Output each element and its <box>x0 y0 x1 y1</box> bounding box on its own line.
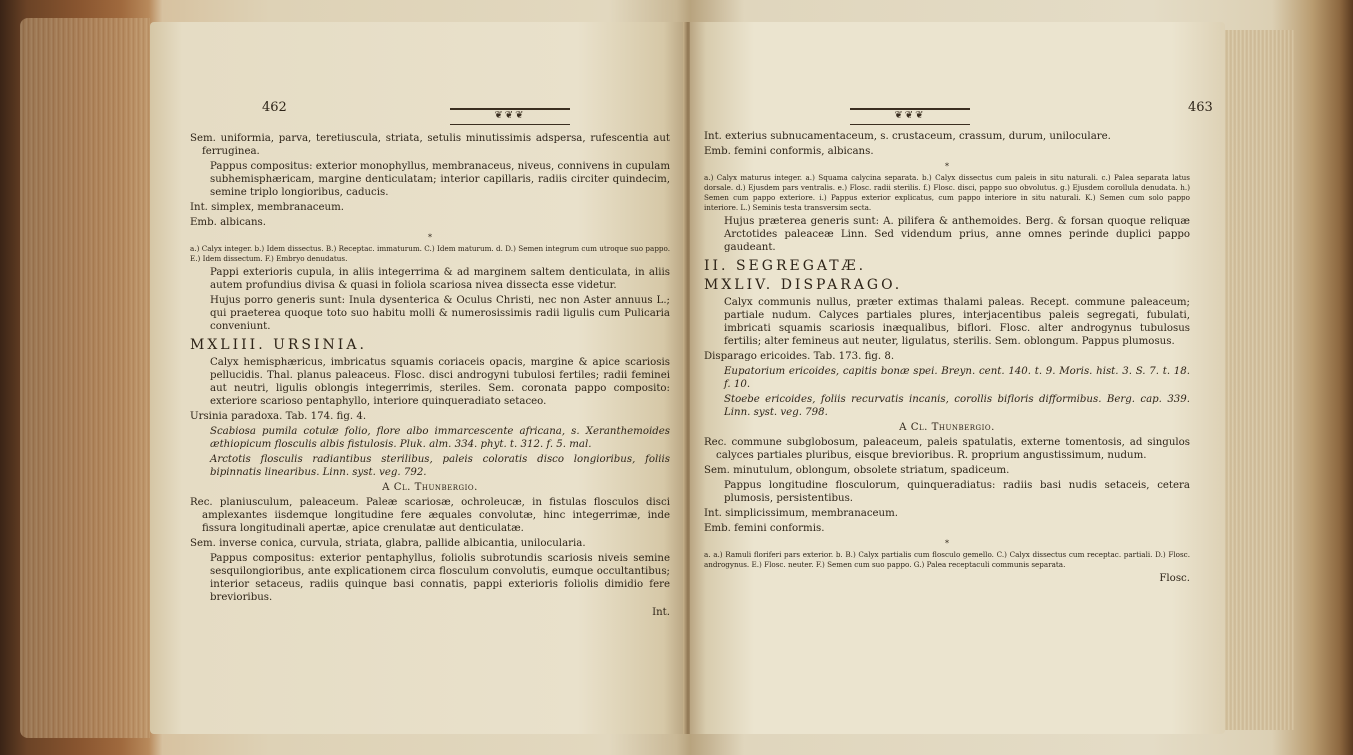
paragraph: Pappi exterioris cupula, in aliis integerrima & ad marginem saltem denticulata, in aliis autem profundius divisa & quasi in foliola scariosa nivea dissecta esse videtur. <box>210 267 670 291</box>
synonym: Eupatorium ericoides, capitis bonæ spei. Breyn. cent. 140. t. 9. Moris. hist. 3. S. 7. t. 18. f. 10. <box>724 366 1190 390</box>
paragraph: Int. simplicissimum, membranaceum. <box>704 508 899 519</box>
paragraph: Sem. minutulum, oblongum, obsolete striatum, spadiceum. <box>704 465 1010 476</box>
collector: A Cl. Thunbergio. <box>382 482 478 493</box>
section-heading: II. SEGREGATÆ. <box>704 258 867 274</box>
synonym: Arctotis flosculis radiantibus sterilibus, paleis coloratis disco longioribus, foliis bipinnatis linearibus. Linn. syst. veg. 792. <box>210 454 670 478</box>
page-number-right: 463 <box>1188 100 1213 115</box>
page-number-left: 462 <box>262 100 287 115</box>
paragraph: Rec. commune subglobosum, paleaceum, paleis spatulatis, externe tomentosis, ad singulos calyces partiales pluribus, eisque brevioribus. R. proprium angustissimum, nudum. <box>704 437 1190 461</box>
right-page <box>690 22 1225 734</box>
paragraph: Sem. inverse conica, curvula, striata, glabra, pallide albicantia, unilocularia. <box>190 538 586 549</box>
genus-description: Calyx communis nullus, præter extimas thalami paleas. Recept. commune paleaceum; partiale nudum. Calyces partiales plures, interjacentibus paleis segregati, fubulati, imbricati squamis scariosis inæqualibus, biflori. Flosc. alter androgynus tubulosus fertilis; alter femineus aut neuter, ligulatus, sterilis. Sem. oblongum. Pappus plumosus. <box>724 297 1190 347</box>
collector: A Cl. Thunbergio. <box>899 422 995 433</box>
catchword: Int. <box>652 607 670 618</box>
species-entry: Disparago ericoides. Tab. 173. fig. 8. <box>704 351 895 362</box>
paragraph: Pappus longitudine flosculorum, quinqueradiatus: radiis basi nudis setaceis, cetera plumosis, persistentibus. <box>724 480 1190 504</box>
right-page-edges <box>1225 30 1295 730</box>
left-page <box>150 22 685 734</box>
section-asterisk: * <box>945 539 949 548</box>
synonym: Stoebe ericoides, foliis recurvatis incanis, corollis bifloris difformibus. Berg. cap. 339. Linn. syst. veg. 798. <box>724 394 1190 418</box>
catchword: Flosc. <box>1159 573 1190 584</box>
paragraph: Hujus præterea generis sunt: A. pilifera & anthemoides. Berg. & forsan quoque reliquæ Arctotides paleaceæ Linn. Sed videndum prius, anne omnes perinde duplici pappo gaudeant. <box>724 216 1190 253</box>
figure-note: a.) Calyx integer. b.) Idem dissectus. B.) Receptac. immaturum. C.) Idem maturum. d. D.) Semen integrum cum utroque suo pappo. E.) Idem dissectum. F.) Embryo denudatus. <box>190 244 670 263</box>
right-page-body <box>704 130 1190 587</box>
paragraph: Int. simplex, membranaceum. <box>190 202 344 213</box>
paragraph: Sem. uniformia, parva, teretiuscula, striata, setulis minutissimis adspersa, rufescentia aut ferruginea. <box>190 133 670 157</box>
paragraph: Emb. femini conformis. <box>704 523 825 534</box>
paragraph: Pappus compositus: exterior monophyllus, membranaceus, niveus, connivens in cupulam subhemisphæricam, margine denticulatam; interior capillaris, radiis circiter quindecim, semine triplo longioribus, caducis. <box>210 161 670 198</box>
section-asterisk: * <box>945 162 949 171</box>
synonym: Scabiosa pumila cotulæ folio, flore albo immarcescente africana, s. Xeranthemoides æthiopicum flosculis albis fistulosis. Pluk. alm. 334. phyt. t. 312. f. 5. mal. <box>210 426 670 450</box>
left-page-body <box>190 132 670 621</box>
paragraph: Rec. planiusculum, paleaceum. Paleæ scariosæ, ochroleucæ, in fistulas flosculos disci amplexantes iisdemque longitudine fere æquales convolutæ, hinc integerrimæ, inde fissura longitudinali apertæ, apice crenulatæ aut denticulatæ. <box>190 497 670 534</box>
figure-note: a. a.) Ramuli floriferi pars exterior. b. B.) Calyx partialis cum flosculo gemello. C.) Calyx dissectus cum receptac. partiali. D.) Flosc. androgynus. E.) Flosc. neuter. F.) Semen cum suo pappo. G.) Palea receptaculi communis separata. <box>704 550 1190 569</box>
left-page-edges <box>20 18 150 738</box>
header-ornament-right: ❦❦❦ <box>850 108 970 125</box>
header-ornament-left: ❦❦❦ <box>450 108 570 125</box>
paragraph: Hujus porro generis sunt: Inula dysenterica & Oculus Christi, nec non Aster annuus L.; qui praeterea quoque toto suo habitu molli & numerosissimis radii ligulis cum Pulicaria conveniunt. <box>210 295 670 332</box>
paragraph: Emb. albicans. <box>190 217 267 228</box>
figure-note: a.) Calyx maturus integer. a.) Squama calycina separata. b.) Calyx dissectus cum paleis in situ naturali. c.) Palea separata latus dorsale. d.) Ejusdem pars ventralis. e.) Flosc. radii sterilis. f.) Flosc. disci, pappo suo obvolutus. g.) Ejusdem corollula denudata. h.) Semen cum pappo exteriore. i.) Pappus exterior explicatus, cum pappo interiore in situ naturali. K.) Semen cum solo pappo interiore. L.) Seminis testa transversim secta. <box>704 173 1190 212</box>
species-entry: Ursinia paradoxa. Tab. 174. fig. 4. <box>190 411 367 422</box>
paragraph: Emb. femini conformis, albicans. <box>704 146 874 157</box>
paragraph: Pappus compositus: exterior pentaphyllus, foliolis subrotundis scariosis niveis semine sesquilongioribus, ante explicationem circa flosculum convolutis, eumque occultantibus; interior setaceus, radiis quinque basi connatis, pappi exterioris foliolis dimidio fere brevioribus. <box>210 553 670 603</box>
genus-description: Calyx hemisphæricus, imbricatus squamis coriaceis opacis, margine & apice scariosis pellucidis. Thal. planus paleaceus. Flosc. disci androgyni tubulosi fertiles; radii feminei aut neutri, ligulis oblongis integerrimis, steriles. Sem. coronata pappo composito: exteriore scarioso pentaphyllo, interiore quinqueradiato setaceo. <box>210 357 670 407</box>
genus-heading: MXLIV. DISPARAGO. <box>704 277 903 293</box>
paragraph: Int. exterius subnucamentaceum, s. crustaceum, crassum, durum, uniloculare. <box>704 131 1111 142</box>
genus-heading: MXLIII. URSINIA. <box>190 337 367 353</box>
section-asterisk: * <box>428 233 432 242</box>
